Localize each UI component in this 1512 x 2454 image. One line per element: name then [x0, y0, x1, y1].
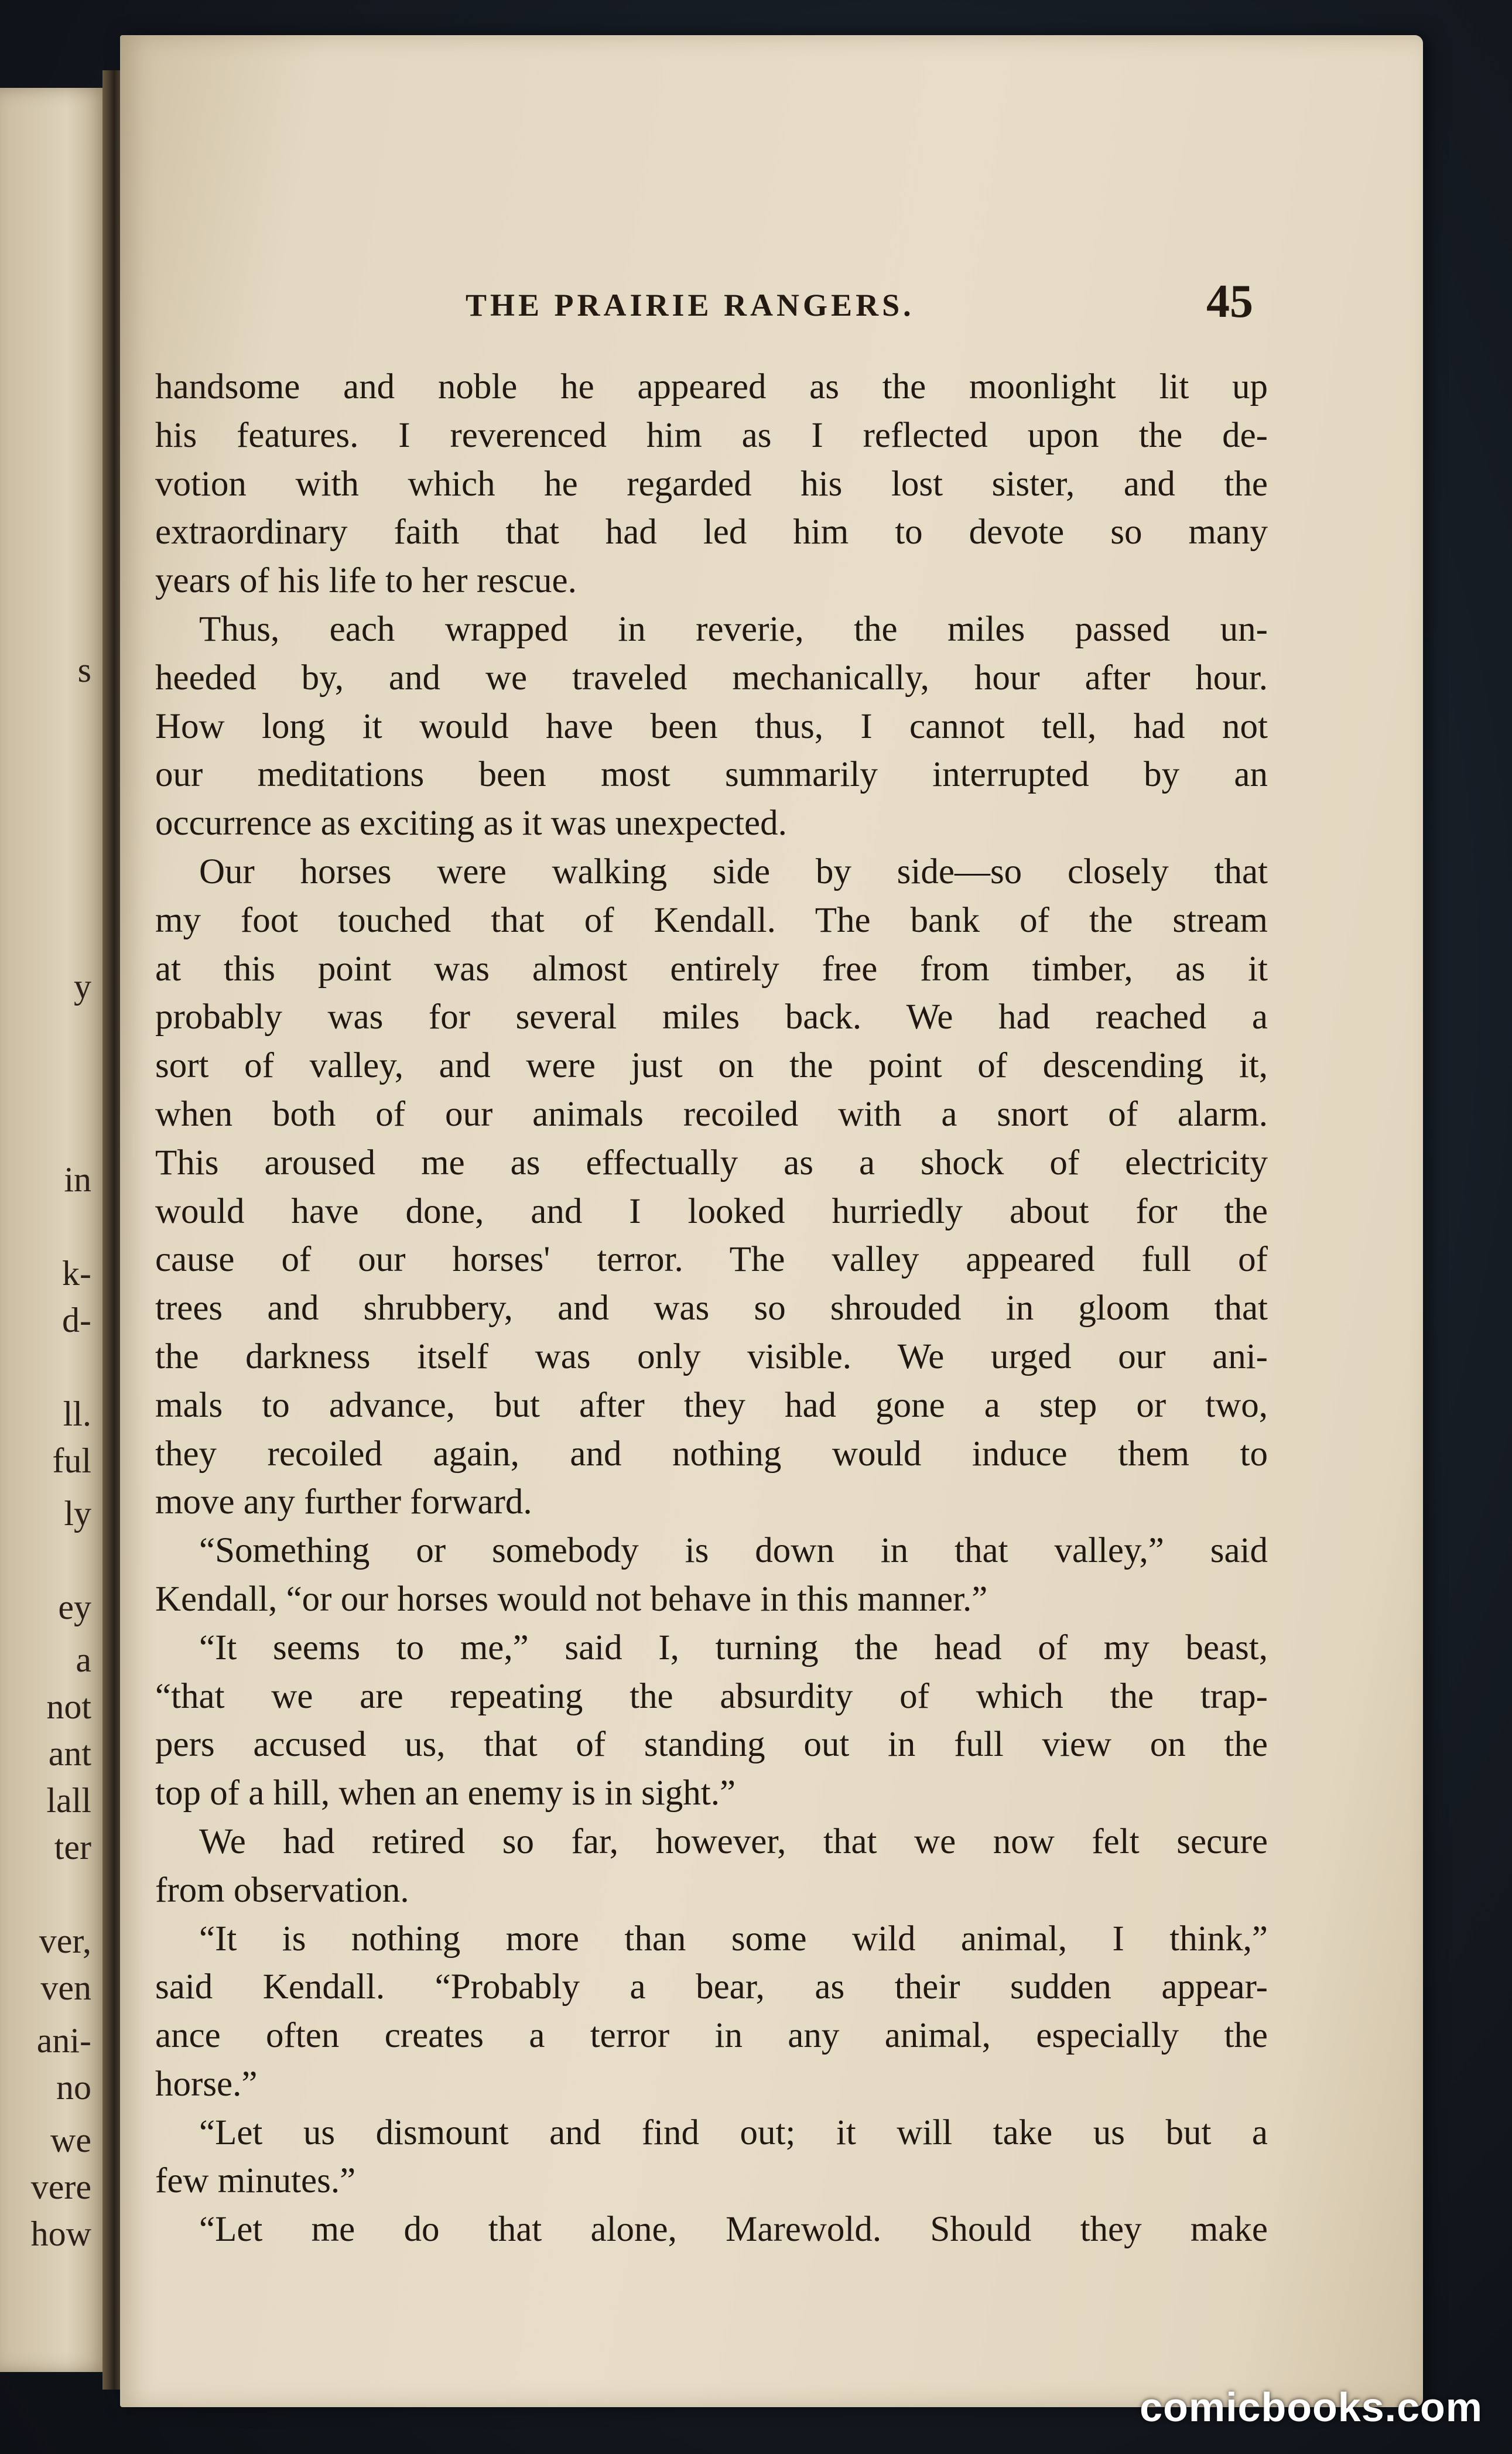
- left-page-fragment: ant: [48, 1734, 91, 1773]
- left-page-fragment: ani-: [36, 2021, 91, 2060]
- text-line: pers accused us, that of standing out in full view on the: [155, 1725, 1268, 1765]
- page-number: 45: [1206, 276, 1253, 327]
- left-page-fragment: ter: [54, 1828, 91, 1867]
- text-line: top of a hill, when an enemy is in sight.”: [155, 1773, 736, 1813]
- text-line: probably was for several miles back. We had reached a: [155, 997, 1268, 1037]
- text-line: How long it would have been thus, I cannot tell, had not: [155, 706, 1268, 746]
- text-line: “that we are repeating the absurdity of which the trap-: [155, 1676, 1268, 1716]
- text-line: trees and shrubbery, and was so shrouded in gloom that: [155, 1288, 1268, 1328]
- text-line: “Let us dismount and find out; it will take us but a: [199, 2113, 1268, 2152]
- left-page-edge: [0, 88, 111, 2372]
- left-page-fragment: in: [64, 1160, 91, 1199]
- text-line: cause of our horses' terror. The valley appeared full of: [155, 1240, 1268, 1280]
- left-page-fragment: we: [50, 2121, 91, 2159]
- body-text: [155, 363, 1268, 2254]
- left-page-fragment: how: [30, 2214, 91, 2253]
- left-page-fragment: s: [77, 651, 91, 689]
- text-line: from observation.: [155, 1870, 409, 1910]
- text-line: when both of our animals recoiled with a snort of alarm.: [155, 1094, 1268, 1134]
- left-page-fragment: ey: [58, 1588, 91, 1626]
- text-line: the darkness itself was only visible. We urged our ani-: [155, 1337, 1268, 1376]
- text-line: they recoiled again, and nothing would induce them to: [155, 1434, 1268, 1474]
- text-line: ance often creates a terror in any animal, especially the: [155, 2016, 1268, 2056]
- text-line: would have done, and I looked hurriedly about for the: [155, 1191, 1268, 1231]
- left-page-fragment: not: [46, 1687, 91, 1726]
- text-line: extraordinary faith that had led him to devote so many: [155, 512, 1268, 552]
- left-page-fragment: d-: [62, 1301, 91, 1339]
- text-line: said Kendall. “Probably a bear, as their sudden appear-: [155, 1967, 1268, 2007]
- text-line: “It seems to me,” said I, turning the head of my beast,: [199, 1628, 1268, 1667]
- left-page-fragment: ven: [40, 1968, 91, 2007]
- text-line: Kendall, “or our horses would not behave in this manner.”: [155, 1579, 988, 1619]
- text-line: “Something or somebody is down in that valley,” said: [199, 1531, 1268, 1571]
- text-line: We had retired so far, however, that we now felt secure: [199, 1821, 1268, 1861]
- text-line: “It is nothing more than some wild animal, I think,”: [199, 1919, 1268, 1959]
- left-page-fragment: ly: [64, 1494, 91, 1533]
- text-line: horse.”: [155, 2064, 258, 2104]
- text-line: handsome and noble he appeared as the moonlight lit up: [155, 367, 1268, 406]
- left-page-fragment: y: [74, 967, 91, 1006]
- text-line: sort of valley, and were just on the point of descending it,: [155, 1046, 1268, 1086]
- text-line: my foot touched that of Kendall. The bank of the stream: [155, 900, 1268, 940]
- text-line: votion with which he regarded his lost sister, and the: [155, 464, 1268, 504]
- left-page-fragment: no: [56, 2068, 91, 2107]
- book-page: [120, 35, 1423, 2407]
- text-line: heeded by, and we traveled mechanically, hour after hour.: [155, 658, 1268, 698]
- left-page-fragment: ful: [52, 1441, 91, 1480]
- left-page-fragment: a: [76, 1640, 91, 1679]
- text-line: Thus, each wrapped in reverie, the miles passed un-: [199, 609, 1268, 649]
- left-page-fragment: k-: [62, 1254, 91, 1293]
- left-page-fragment: ll.: [63, 1395, 91, 1433]
- watermark-logo: comicbooks.com: [1140, 2384, 1483, 2430]
- text-line: his features. I reverenced him as I reflected upon the de-: [155, 415, 1268, 455]
- text-line: years of his life to her rescue.: [155, 561, 577, 601]
- text-line: This aroused me as effectually as a shock of electricity: [155, 1143, 1268, 1182]
- left-page-fragment: ver,: [39, 1922, 91, 1960]
- text-line: occurrence as exciting as it was unexpected.: [155, 804, 787, 843]
- left-page-fragment: vere: [30, 2168, 91, 2206]
- text-line: few minutes.”: [155, 2161, 356, 2201]
- text-line: move any further forward.: [155, 1482, 532, 1522]
- text-line: “Let me do that alone, Marewold. Should they make: [199, 2210, 1268, 2250]
- running-head: THE PRAIRIE RANGERS.: [466, 288, 915, 323]
- text-line: mals to advance, but after they had gone a step or two,: [155, 1385, 1268, 1425]
- text-line: Our horses were walking side by side—so closely that: [199, 852, 1268, 891]
- text-line: our meditations been most summarily interrupted by an: [155, 755, 1268, 795]
- text-line: at this point was almost entirely free from timber, as it: [155, 949, 1268, 989]
- left-page-fragment: lall: [46, 1781, 91, 1820]
